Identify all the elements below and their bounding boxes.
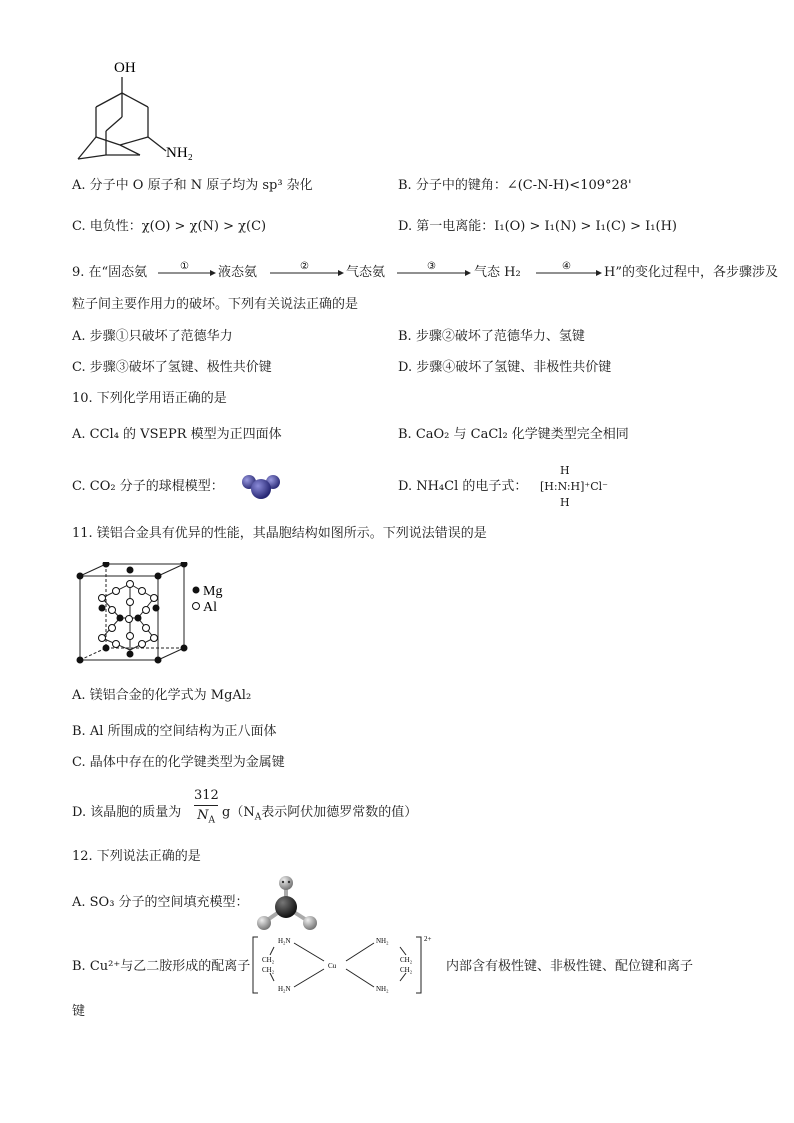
nh4cl-h-top: H [560, 464, 570, 477]
al-legend-dot [193, 603, 200, 610]
q12-option-a: A. SO₃ 分子的空间填充模型： [72, 895, 249, 910]
q10-stem: 10. 下列化学用语正确的是 [72, 391, 227, 406]
complex-charge: 2+ [424, 935, 432, 943]
q11-d-suffix-sub: A [254, 812, 262, 823]
q10-option-d: D. NH₄Cl 的电子式： [398, 479, 528, 494]
q11-d-suffix [222, 801, 417, 823]
q10-option-c: C. CO₂ 分子的球棍模型： [72, 479, 224, 494]
nh4cl-electron-formula [540, 464, 630, 512]
q9-mid4: H”的变化过程中，各步骤涉及 [604, 265, 778, 280]
q11-option-a: A. 镁铝合金的化学式为 MgAl₂ [72, 688, 252, 703]
mg-legend-dot [193, 587, 200, 594]
q9-option-d: D. 步骤④破坏了氢键、非极性共价键 [398, 360, 612, 375]
nh2-right-top: NH₂ [376, 937, 389, 945]
arrow-step-1 [156, 259, 216, 281]
co2-ball-stick-model-image [240, 470, 282, 502]
q11-d-suffix-tail: 表示阿伏加德罗常数的值） [261, 805, 418, 820]
adamantane-structure-image [60, 55, 220, 170]
q8-structure [60, 55, 220, 170]
q8-option-a: A. 分子中 O 原子和 N 原子均为 sp³ 杂化 [72, 178, 313, 193]
nh2-right-bottom: NH₂ [376, 985, 389, 993]
h2c-left-top: CH₂ [262, 956, 275, 964]
q10-option-a: A. CCl₄ 的 VSEPR 模型为正四面体 [72, 427, 282, 442]
step-2-label: ② [300, 261, 309, 272]
q12-option-b-suffix: 内部含有极性键、非极性键、配位键和离子 [446, 959, 694, 974]
ch2-right-top: CH₂ [400, 956, 413, 964]
q8-option-b: B. 分子中的键角：∠(C-N-H)<109°28' [398, 178, 632, 193]
arrow-step-4 [534, 259, 602, 281]
cu-center: Cu [328, 962, 337, 970]
step-4-label: ④ [562, 261, 571, 272]
q9-mid3: 气态 H₂ [474, 265, 521, 280]
q11-option-b: B. Al 所围成的空间结构为正八面体 [72, 724, 277, 739]
step-3-label: ③ [427, 261, 436, 272]
h2c-left-bottom: CH₂ [262, 966, 275, 974]
mg-al-unit-cell-image [72, 562, 242, 666]
oh-label: OH [114, 60, 136, 76]
q8-option-d: D. 第一电离能：I₁(O) > I₁(N) > I₁(C) > I₁(H) [398, 219, 677, 234]
q11-d-suffix-g: g（N [222, 805, 255, 820]
legend-al: Al [203, 600, 217, 615]
nh2-label: NH₂ [166, 145, 193, 161]
legend-mg: Mg [203, 584, 223, 599]
q10-option-b: B. CaO₂ 与 CaCl₂ 化学键类型完全相同 [398, 427, 629, 442]
q11-d-numerator: 312 [194, 787, 218, 806]
q9-mid2: 气态氨 [346, 265, 386, 280]
q9-option-c: C. 步骤③破坏了氢键、极性共价键 [72, 360, 272, 375]
nh4cl-h-bottom: H [560, 496, 570, 509]
q12-option-b-prefix: B. Cu²⁺与乙二胺形成的配离子 [72, 959, 251, 974]
h2n-left-top: H₂N [278, 937, 291, 945]
q8-option-c: C. 电负性：χ(O) > χ(N) > χ(C) [72, 219, 267, 234]
q11-stem: 11. 镁铝合金具有优异的性能，其晶胞结构如图所示。下列说法错误的是 [72, 526, 487, 541]
q11-d-denominator-n: N [197, 808, 209, 823]
q11-d-denominator-sub: A [208, 815, 215, 826]
arrow-step-2 [268, 259, 344, 281]
cu-ethylenediamine-complex-image [250, 933, 440, 997]
step-1-label: ① [180, 261, 189, 272]
q9-option-a: A. 步骤①只破坏了范德华力 [72, 329, 233, 344]
q11-d-prefix: D. 该晶胞的质量为 [72, 805, 182, 820]
arrow-step-3 [395, 259, 471, 281]
ch2-right-bottom: CH₂ [400, 966, 413, 974]
q9-stem-line2: 粒子间主要作用力的破坏。下列有关说法正确的是 [72, 297, 359, 312]
q11-d-denominator [194, 806, 218, 831]
q9-lead: 9. 在“固态氨 [72, 265, 148, 280]
h2n-left-bottom: H₂N [278, 985, 291, 993]
q9-mid1: 液态氨 [218, 265, 258, 280]
q11-option-c: C. 晶体中存在的化学键类型为金属键 [72, 755, 285, 770]
q12-option-b-wrap: 键 [72, 1004, 86, 1019]
q11-d-fraction [194, 787, 218, 831]
q12-stem: 12. 下列说法正确的是 [72, 849, 201, 864]
so3-space-filling-model-image [250, 873, 322, 935]
nh4cl-formula: [H:N:H]⁺Cl⁻ [540, 480, 608, 493]
q9-option-b: B. 步骤②破坏了范德华力、氢键 [398, 329, 585, 344]
